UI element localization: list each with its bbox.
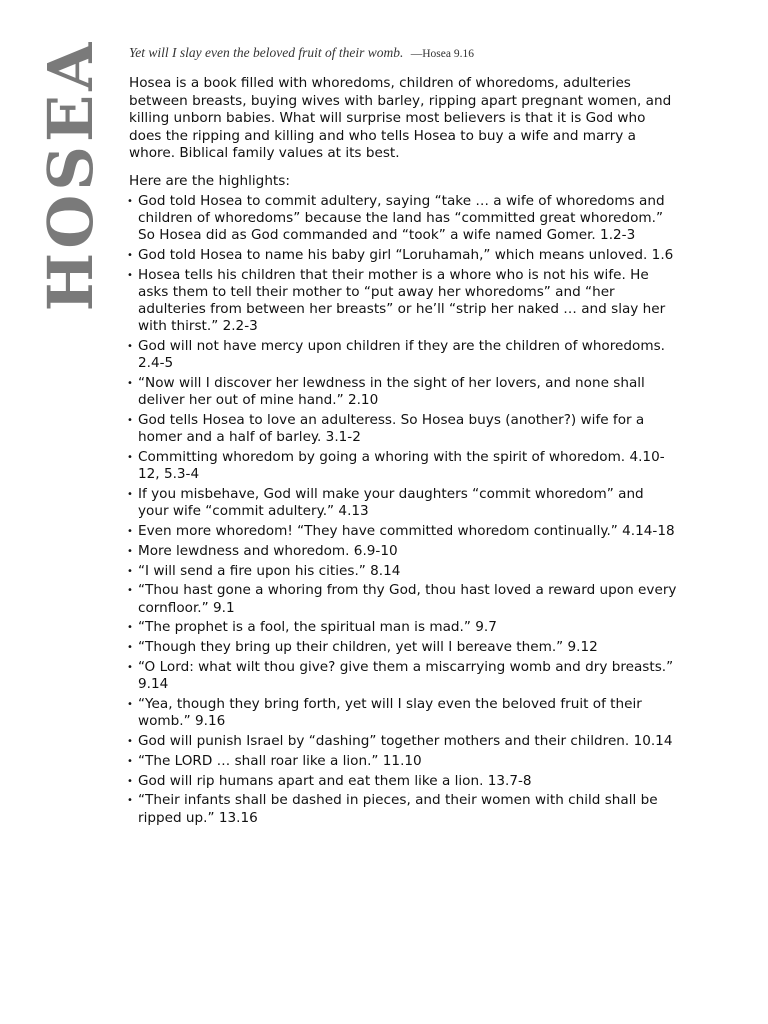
- epigraph: [129, 44, 677, 63]
- highlight-item: • Hosea tells his children that their mother is a whore who is not his wife. He asks them to tell their mother to “put away her whoredoms” and “her adulteries from between her breasts” or he’ll “strip her naked … and slay her with thirst.” 2.2-3: [129, 267, 677, 336]
- highlight-item: • “O Lord: what wilt thou give? give them a miscarrying womb and dry breasts.” 9.14: [129, 659, 677, 693]
- highlight-item: • Committing whoredom by going a whoring with the spirit of whoredom. 4.10-12, 5.3-4: [129, 449, 677, 483]
- highlight-item: • “Though they bring up their children, yet will I bereave them.” 9.12: [129, 639, 677, 656]
- highlights-list: [129, 193, 677, 827]
- highlight-item: • If you misbehave, God will make your daughters “commit whoredom” and your wife “commit adultery.” 4.13: [129, 486, 677, 520]
- book-title-vertical: [34, 38, 107, 312]
- highlight-item: • “Their infants shall be dashed in pieces, and their women with child shall be ripped up.” 13.16: [129, 792, 677, 826]
- highlight-item: • “The prophet is a fool, the spiritual man is mad.” 9.7: [129, 619, 677, 636]
- highlights-label: Here are the highlights:: [129, 172, 290, 189]
- highlight-item: • More lewdness and whoredom. 6.9-10: [129, 543, 677, 560]
- highlight-item: • “Yea, though they bring forth, yet will I slay even the beloved fruit of their womb.” 9.16: [129, 696, 677, 730]
- highlight-item: • God will rip humans apart and eat them like a lion. 13.7-8: [129, 773, 677, 790]
- epigraph-reference: —Hosea 9.16: [410, 48, 474, 60]
- highlight-item: • God will punish Israel by “dashing” together mothers and their children. 10.14: [129, 733, 677, 750]
- epigraph-quote: Yet will I slay even the beloved fruit of their womb.: [129, 45, 404, 60]
- highlight-item: • Even more whoredom! “They have committed whoredom continually.” 4.14-18: [129, 523, 677, 540]
- highlight-item: • “The LORD … shall roar like a lion.” 11.10: [129, 753, 677, 770]
- highlight-item: • God tells Hosea to love an adulteress. So Hosea buys (another?) wife for a homer and a half of barley. 3.1-2: [129, 412, 677, 446]
- book-title: HOSEA: [34, 38, 107, 312]
- highlight-item: • God told Hosea to commit adultery, saying “take … a wife of whoredoms and children of whoredoms” because the land has “committed great whoredom.” So Hosea did as God commanded and “took” a wife named Gomer. 1.2-3: [129, 193, 677, 245]
- intro-paragraph: Hosea is a book filled with whoredoms, children of whoredoms, adulteries between breasts, buying wives with barley, ripping apart pregnant women, and killing unborn babies. What will surprise most believers is that it is God who does the ripping and killing and who tells Hosea to buy a wife and marry a whore. Biblical family values at its best.: [129, 75, 672, 162]
- page-content: [129, 44, 677, 829]
- highlight-item: • “Now will I discover her lewdness in the sight of her lovers, and none shall deliver her out of mine hand.” 2.10: [129, 375, 677, 409]
- highlight-item: • “Thou hast gone a whoring from thy God, thou hast loved a reward upon every cornfloor.” 9.1: [129, 582, 677, 616]
- highlight-item: • God will not have mercy upon children if they are the children of whoredoms. 2.4-5: [129, 338, 677, 372]
- highlight-item: • God told Hosea to name his baby girl “Loruhamah,” which means unloved. 1.6: [129, 247, 677, 264]
- highlight-item: • “I will send a fire upon his cities.” 8.14: [129, 563, 677, 580]
